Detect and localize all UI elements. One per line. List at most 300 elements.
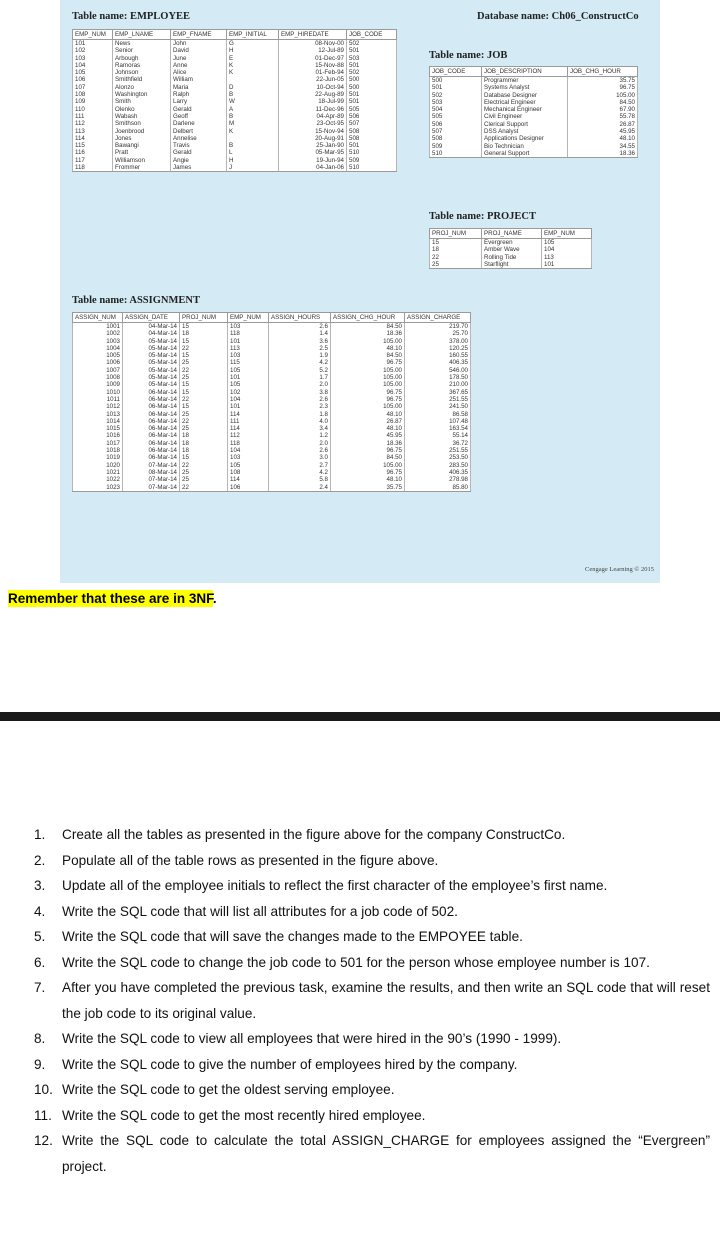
task-item <box>34 873 710 899</box>
assignment-cell: 06-Mar-14 <box>123 389 180 396</box>
assignment-cell: 104 <box>228 396 269 403</box>
employee-col-header: EMP_HIREDATE <box>279 30 347 40</box>
assignment-cell: 07-Mar-14 <box>123 476 180 483</box>
employee-cell: 501 <box>347 47 397 54</box>
assignment-cell: 105 <box>228 367 269 374</box>
employee-row <box>73 142 397 149</box>
assignment-cell: 378.00 <box>405 338 471 345</box>
assignment-row <box>73 476 471 483</box>
employee-cell: 25-Jan-90 <box>279 142 347 149</box>
assignment-cell: 22 <box>180 418 228 425</box>
employee-cell: 22-Jun-05 <box>279 76 347 83</box>
assignment-cell: 1007 <box>73 367 123 374</box>
assignment-cell: 26.87 <box>331 418 405 425</box>
employee-row <box>73 120 397 127</box>
assignment-cell: 15 <box>180 338 228 345</box>
employee-cell: 11-Dec-96 <box>279 106 347 113</box>
assignment-cell: 1.2 <box>269 432 331 439</box>
employee-cell <box>227 76 279 83</box>
assignment-cell: 48.10 <box>331 476 405 483</box>
assignment-cell: 1.4 <box>269 330 331 337</box>
employee-row <box>73 164 397 172</box>
employee-cell: Maria <box>171 84 227 91</box>
employee-cell: James <box>171 164 227 172</box>
project-cell: 113 <box>542 254 592 261</box>
employee-cell: 23-Oct-95 <box>279 120 347 127</box>
assignment-cell: 114 <box>228 411 269 418</box>
job-row <box>430 150 638 158</box>
job-row <box>430 99 638 106</box>
assignment-col-header: ASSIGN_HOURS <box>269 313 331 323</box>
project-cell: 22 <box>430 254 482 261</box>
assignment-cell: 15 <box>180 389 228 396</box>
employee-cell: Bawangi <box>113 142 171 149</box>
assignment-cell: 283.50 <box>405 462 471 469</box>
assignment-cell: 04-Mar-14 <box>123 330 180 337</box>
task-number: 10. <box>34 1082 53 1097</box>
assignment-cell: 2.0 <box>269 381 331 388</box>
project-cell: 18 <box>430 246 482 253</box>
assignment-cell: 1019 <box>73 454 123 461</box>
employee-row <box>73 135 397 142</box>
assignment-row <box>73 418 471 425</box>
task-number: 4. <box>34 903 46 919</box>
job-cell: 67.90 <box>568 106 638 113</box>
assignment-cell: 07-Mar-14 <box>123 462 180 469</box>
assignment-cell: 05-Mar-14 <box>123 345 180 352</box>
job-cell: 45.95 <box>568 128 638 135</box>
employee-cell: 102 <box>73 47 113 54</box>
task-text: After you have completed the previous task, examine the results, and then write an SQL code that will reset the job code to its original value. <box>62 980 710 1021</box>
assignment-row <box>73 345 471 352</box>
employee-cell: Olenko <box>113 106 171 113</box>
job-row <box>430 84 638 91</box>
job-cell: 504 <box>430 106 482 113</box>
assignment-row <box>73 381 471 388</box>
assignment-row <box>73 359 471 366</box>
assignment-cell: 101 <box>228 403 269 410</box>
job-table-title: Table name: JOB <box>429 50 508 61</box>
assignment-cell: 114 <box>228 425 269 432</box>
employee-cell: 113 <box>73 128 113 135</box>
assignment-cell: 102 <box>228 389 269 396</box>
employee-cell: Frommer <box>113 164 171 172</box>
assignment-cell: 25 <box>180 425 228 432</box>
assignment-row <box>73 432 471 439</box>
job-cell: 503 <box>430 99 482 106</box>
note-period: . <box>212 591 217 606</box>
assignment-cell: 18 <box>180 432 228 439</box>
employee-cell: W <box>227 98 279 105</box>
assignment-cell: 219.70 <box>405 323 471 331</box>
job-cell: 507 <box>430 128 482 135</box>
employee-cell: 10-Oct-94 <box>279 84 347 91</box>
assignment-row <box>73 389 471 396</box>
employee-cell: 510 <box>347 149 397 156</box>
assignment-cell: 84.50 <box>331 454 405 461</box>
job-cell: DSS Analyst <box>482 128 568 135</box>
assignment-row <box>73 367 471 374</box>
assignment-cell: 06-Mar-14 <box>123 403 180 410</box>
employee-cell: Jones <box>113 135 171 142</box>
task-number: 6. <box>34 954 46 970</box>
job-col-header: JOB_DESCRIPTION <box>482 67 568 77</box>
assignment-cell: 06-Mar-14 <box>123 396 180 403</box>
assignment-cell: 05-Mar-14 <box>123 338 180 345</box>
employee-cell: Gerald <box>171 106 227 113</box>
assignment-cell: 115 <box>228 359 269 366</box>
assignment-cell: 105.00 <box>331 462 405 469</box>
assignment-cell: 15 <box>180 323 228 331</box>
assignment-cell: 06-Mar-14 <box>123 440 180 447</box>
employee-cell: David <box>171 47 227 54</box>
assignment-cell: 1002 <box>73 330 123 337</box>
assignment-cell: 96.75 <box>331 359 405 366</box>
assignment-cell: 45.95 <box>331 432 405 439</box>
assignment-cell: 05-Mar-14 <box>123 381 180 388</box>
employee-cell: Joenbrood <box>113 128 171 135</box>
job-cell: 501 <box>430 84 482 91</box>
employee-cell: Ramoras <box>113 62 171 69</box>
employee-cell: 502 <box>347 40 397 48</box>
assignment-cell: 104 <box>228 447 269 454</box>
assignment-cell: 18.36 <box>331 330 405 337</box>
assignment-cell: 4.0 <box>269 418 331 425</box>
assignment-cell: 178.50 <box>405 374 471 381</box>
assignment-cell: 36.72 <box>405 440 471 447</box>
assignment-cell: 18 <box>180 330 228 337</box>
employee-cell: 101 <box>73 40 113 48</box>
assignment-cell: 1009 <box>73 381 123 388</box>
assignment-cell: 25 <box>180 411 228 418</box>
employee-cell: Wabash <box>113 113 171 120</box>
project-cell: Evergreen <box>482 239 542 247</box>
employee-cell: 116 <box>73 149 113 156</box>
assignment-cell: 546.00 <box>405 367 471 374</box>
task-item <box>34 1128 710 1179</box>
assignment-cell: 120.25 <box>405 345 471 352</box>
employee-cell: Larry <box>171 98 227 105</box>
assignment-cell: 103 <box>228 454 269 461</box>
employee-cell: 04-Jan-06 <box>279 164 347 172</box>
assignment-col-header: ASSIGN_CHARGE <box>405 313 471 323</box>
job-row <box>430 106 638 113</box>
employee-cell: Alonzo <box>113 84 171 91</box>
assignment-cell: 15 <box>180 454 228 461</box>
assignment-cell: 4.2 <box>269 359 331 366</box>
employee-cell: 01-Feb-94 <box>279 69 347 76</box>
task-item <box>34 1026 710 1052</box>
employee-cell: J <box>227 164 279 172</box>
assignment-cell: 1008 <box>73 374 123 381</box>
assignment-cell: 3.6 <box>269 338 331 345</box>
assignment-cell: 160.55 <box>405 352 471 359</box>
employee-cell: Arbough <box>113 55 171 62</box>
job-cell: Database Designer <box>482 92 568 99</box>
assignment-col-header: PROJ_NUM <box>180 313 228 323</box>
project-cell: Amber Wave <box>482 246 542 253</box>
employee-row <box>73 62 397 69</box>
employee-cell: 04-Apr-89 <box>279 113 347 120</box>
employee-cell: 501 <box>347 98 397 105</box>
assignment-cell: 111 <box>228 418 269 425</box>
assignment-cell: 1.9 <box>269 352 331 359</box>
assignment-cell: 06-Mar-14 <box>123 454 180 461</box>
employee-cell: Smith <box>113 98 171 105</box>
employee-cell: 507 <box>347 120 397 127</box>
employee-cell: B <box>227 142 279 149</box>
employee-cell: 510 <box>347 164 397 172</box>
job-row <box>430 92 638 99</box>
assignment-cell: 1014 <box>73 418 123 425</box>
assignment-cell: 86.58 <box>405 411 471 418</box>
assignment-cell: 107.48 <box>405 418 471 425</box>
database-name: Database name: Ch06_ConstructCo <box>477 11 639 22</box>
assignment-cell: 25 <box>180 374 228 381</box>
job-cell: 510 <box>430 150 482 158</box>
employee-cell: G <box>227 40 279 48</box>
assignment-cell: 55.14 <box>405 432 471 439</box>
assignment-cell: 22 <box>180 345 228 352</box>
section-divider <box>0 712 720 721</box>
employee-row <box>73 98 397 105</box>
employee-cell: 108 <box>73 91 113 98</box>
employee-cell: 508 <box>347 135 397 142</box>
assignment-cell: 3.4 <box>269 425 331 432</box>
task-item <box>34 1077 710 1103</box>
task-number: 8. <box>34 1031 46 1046</box>
employee-cell: Anne <box>171 62 227 69</box>
assignment-cell: 2.6 <box>269 396 331 403</box>
project-cell: 15 <box>430 239 482 247</box>
assignment-cell: 05-Mar-14 <box>123 374 180 381</box>
assignment-cell: 210.00 <box>405 381 471 388</box>
assignment-cell: 06-Mar-14 <box>123 418 180 425</box>
employee-cell: Washington <box>113 91 171 98</box>
assignment-col-header: ASSIGN_DATE <box>123 313 180 323</box>
assignment-cell: 85.80 <box>405 484 471 492</box>
employee-cell: 12-Jul-89 <box>279 47 347 54</box>
task-number: 2. <box>34 852 46 868</box>
assignment-cell: 105 <box>228 462 269 469</box>
task-number: 7. <box>34 980 46 995</box>
project-col-header: PROJ_NUM <box>430 229 482 239</box>
assignment-cell: 96.75 <box>331 396 405 403</box>
employee-row <box>73 69 397 76</box>
employee-row <box>73 84 397 91</box>
employee-col-header: EMP_LNAME <box>113 30 171 40</box>
employee-cell: Delbert <box>171 128 227 135</box>
assignment-cell: 1011 <box>73 396 123 403</box>
assignment-cell: 4.2 <box>269 469 331 476</box>
employee-cell: Geoff <box>171 113 227 120</box>
job-table <box>429 66 638 158</box>
employee-cell: Travis <box>171 142 227 149</box>
task-number: 1. <box>34 827 46 842</box>
employee-cell: 502 <box>347 69 397 76</box>
task-text: Write the SQL code to calculate the total ASSIGN_CHARGE for employees assigned the “Evergreen” project. <box>62 1133 710 1174</box>
job-cell: 509 <box>430 143 482 150</box>
assignment-cell: 96.75 <box>331 469 405 476</box>
assignment-col-header: ASSIGN_CHG_HOUR <box>331 313 405 323</box>
assignment-cell: 25 <box>180 359 228 366</box>
employee-cell: 107 <box>73 84 113 91</box>
employee-col-header: EMP_INITIAL <box>227 30 279 40</box>
employee-cell: Smithfield <box>113 76 171 83</box>
job-cell: General Support <box>482 150 568 158</box>
project-row <box>430 254 592 261</box>
employee-cell: M <box>227 120 279 127</box>
assignment-cell: 18.36 <box>331 440 405 447</box>
assignment-cell: 1017 <box>73 440 123 447</box>
employee-cell: K <box>227 69 279 76</box>
employee-cell: 114 <box>73 135 113 142</box>
task-number: 12. <box>34 1133 53 1148</box>
assignment-cell: 2.7 <box>269 462 331 469</box>
assignment-cell: 22 <box>180 484 228 492</box>
assignment-cell: 06-Mar-14 <box>123 432 180 439</box>
assignment-row <box>73 462 471 469</box>
assignment-cell: 105.00 <box>331 403 405 410</box>
employee-row <box>73 91 397 98</box>
task-text: Write the SQL code to get the most recently hired employee. <box>62 1107 426 1123</box>
assignment-cell: 22 <box>180 396 228 403</box>
employee-row <box>73 113 397 120</box>
assignment-cell: 48.10 <box>331 425 405 432</box>
project-cell: 105 <box>542 239 592 247</box>
assignment-row <box>73 338 471 345</box>
employee-row <box>73 128 397 135</box>
assignment-row <box>73 396 471 403</box>
task-text: Write the SQL code that will list all attributes for a job code of 502. <box>62 903 458 919</box>
task-text: Write the SQL code to get the oldest serving employee. <box>62 1082 395 1097</box>
employee-cell: L <box>227 149 279 156</box>
employee-cell: 501 <box>347 142 397 149</box>
assignment-cell: 108 <box>228 469 269 476</box>
project-table-title: Table name: PROJECT <box>429 211 536 222</box>
employee-cell: K <box>227 62 279 69</box>
assignment-cell: 113 <box>228 345 269 352</box>
employee-cell: Alice <box>171 69 227 76</box>
task-text: Populate all of the table rows as presented in the figure above. <box>62 852 439 868</box>
job-cell: 35.75 <box>568 77 638 85</box>
employee-cell: News <box>113 40 171 48</box>
job-cell: Clerical Support <box>482 121 568 128</box>
assignment-cell: 2.5 <box>269 345 331 352</box>
employee-cell: 111 <box>73 113 113 120</box>
assignment-cell: 1012 <box>73 403 123 410</box>
employee-cell: 109 <box>73 98 113 105</box>
task-item <box>34 899 710 925</box>
task-text: Create all the tables as presented in the figure above for the company ConstructCo. <box>62 827 566 842</box>
assignment-cell: 1004 <box>73 345 123 352</box>
task-text: Write the SQL code to change the job code to 501 for the person whose employee number is 107. <box>62 954 650 970</box>
assignment-cell: 05-Mar-14 <box>123 352 180 359</box>
assignment-cell: 1003 <box>73 338 123 345</box>
employee-cell: K <box>227 128 279 135</box>
job-row <box>430 135 638 142</box>
assignment-cell: 3.0 <box>269 454 331 461</box>
employee-cell: D <box>227 84 279 91</box>
employee-cell: 110 <box>73 106 113 113</box>
project-cell: 104 <box>542 246 592 253</box>
assignment-row <box>73 323 471 331</box>
assignment-cell: 08-Mar-14 <box>123 469 180 476</box>
assignment-cell: 105.00 <box>331 381 405 388</box>
assignment-cell: 18 <box>180 447 228 454</box>
employee-cell: B <box>227 113 279 120</box>
job-cell: 96.75 <box>568 84 638 91</box>
assignment-cell: 105.00 <box>331 338 405 345</box>
assignment-cell: 101 <box>228 374 269 381</box>
employee-cell: E <box>227 55 279 62</box>
assignment-cell: 105.00 <box>331 374 405 381</box>
project-cell: 25 <box>430 261 482 269</box>
project-row <box>430 239 592 247</box>
employee-row <box>73 149 397 156</box>
assignment-cell: 84.50 <box>331 323 405 331</box>
task-number: 5. <box>34 929 46 944</box>
assignment-row <box>73 374 471 381</box>
assignment-cell: 103 <box>228 352 269 359</box>
assignment-row <box>73 484 471 492</box>
employee-cell: 118 <box>73 164 113 172</box>
assignment-cell: 1.7 <box>269 374 331 381</box>
assignment-cell: 105.00 <box>331 367 405 374</box>
assignment-cell: 1021 <box>73 469 123 476</box>
employee-cell: 08-Nov-00 <box>279 40 347 48</box>
assignment-cell: 22 <box>180 462 228 469</box>
assignment-cell: 06-Mar-14 <box>123 425 180 432</box>
job-row <box>430 121 638 128</box>
assignment-row <box>73 447 471 454</box>
employee-cell: 509 <box>347 157 397 164</box>
assignment-cell: 105 <box>228 381 269 388</box>
employee-cell: Williamson <box>113 157 171 164</box>
assignment-row <box>73 411 471 418</box>
employee-cell: Senior <box>113 47 171 54</box>
task-number: 3. <box>34 878 46 893</box>
employee-cell: Johnson <box>113 69 171 76</box>
project-col-header: PROJ_NAME <box>482 229 542 239</box>
project-table <box>429 228 592 269</box>
job-cell: Applications Designer <box>482 135 568 142</box>
task-item <box>34 1052 710 1078</box>
credit-line: Cengage Learning © 2015 <box>584 566 654 573</box>
assignment-cell: 2.4 <box>269 484 331 492</box>
assignment-cell: 48.10 <box>331 345 405 352</box>
task-item <box>34 924 710 950</box>
task-text: Update all of the employee initials to reflect the first character of the employee’s first name. <box>62 878 608 893</box>
assignment-cell: 106 <box>228 484 269 492</box>
employee-cell: 19-Jun-94 <box>279 157 347 164</box>
employee-cell: 15-Nov-94 <box>279 128 347 135</box>
employee-row <box>73 157 397 164</box>
assignment-cell: 118 <box>228 330 269 337</box>
job-cell: Systems Analyst <box>482 84 568 91</box>
job-cell: 105.00 <box>568 92 638 99</box>
assignment-cell: 101 <box>228 338 269 345</box>
employee-cell: 501 <box>347 62 397 69</box>
job-cell: Electrical Engineer <box>482 99 568 106</box>
employee-cell: Annelise <box>171 135 227 142</box>
task-item <box>34 950 710 976</box>
assignment-cell: 06-Mar-14 <box>123 447 180 454</box>
employee-cell <box>227 135 279 142</box>
assignment-cell: 15 <box>180 381 228 388</box>
employee-cell: Gerald <box>171 149 227 156</box>
assignment-cell: 1006 <box>73 359 123 366</box>
